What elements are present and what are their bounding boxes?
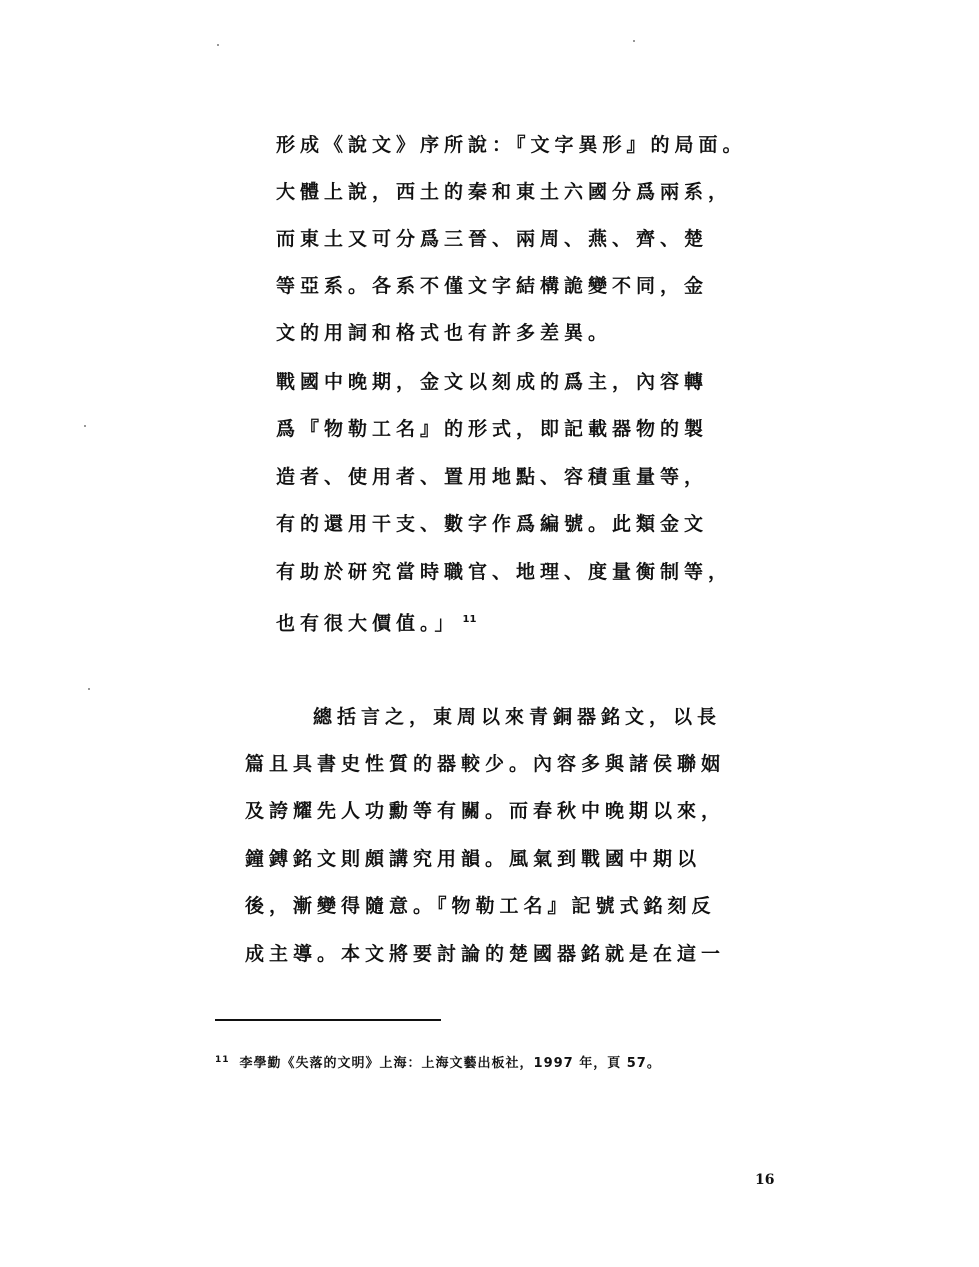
body-line: 成主導。本文將要討論的楚國器銘就是在這一 bbox=[245, 943, 726, 965]
quote-line: 戰國中晚期，金文以刻成的爲主，內容轉 bbox=[276, 371, 709, 393]
scan-speck bbox=[88, 688, 90, 690]
body-line: 鐘鎛銘文則頗講究用韻。風氣到戰國中期以 bbox=[245, 848, 702, 870]
footnote-separator bbox=[215, 1019, 441, 1021]
quote-line: 造者、使用者、置用地點、容積重量等， bbox=[276, 466, 709, 488]
body-line: 後，漸變得隨意。『物勒工名』記號式銘刻反 bbox=[245, 895, 716, 917]
quote-line: 爲『物勒工名』的形式，即記載器物的製 bbox=[276, 418, 709, 440]
footnote-text: 李學勤《失落的文明》上海：上海文藝出板社，1997 年，頁 57。 bbox=[239, 1056, 661, 1071]
quote-line: 有的還用干支、數字作爲編號。此類金文 bbox=[276, 513, 709, 535]
body-line: 及誇耀先人功勳等有關。而春秋中晚期以來， bbox=[245, 800, 726, 822]
body-line: 篇且具書史性質的器較少。內容多與諸侯聯姻 bbox=[245, 753, 726, 775]
quote-line: 有助於研究當時職官、地理、度量衡制等， bbox=[276, 561, 733, 583]
quote-line: 文的用詞和格式也有許多差異。 bbox=[276, 322, 613, 344]
footnote bbox=[215, 1052, 661, 1071]
quote-line-last bbox=[276, 608, 476, 635]
body-line: 總括言之，東周以來青銅器銘文，以長 bbox=[313, 706, 722, 728]
scan-speck bbox=[217, 44, 219, 46]
footnote-reference[interactable]: 11 bbox=[462, 614, 477, 625]
quote-line: 等亞系。各系不僅文字結構詭變不同，金 bbox=[276, 275, 709, 297]
quote-line: 大體上說，西土的秦和東土六國分爲兩系， bbox=[276, 181, 733, 203]
quote-line-text: 也有很大價值。」 bbox=[276, 612, 459, 635]
scan-speck bbox=[84, 425, 86, 427]
quote-line: 而東土又可分爲三晉、兩周、燕、齊、楚 bbox=[276, 228, 709, 250]
page-number: 16 bbox=[755, 1172, 775, 1188]
scan-speck bbox=[633, 40, 635, 42]
footnote-mark: 11 bbox=[215, 1054, 230, 1065]
quote-line: 形成《說文》序所說：『文字異形』的局面。 bbox=[276, 134, 747, 156]
